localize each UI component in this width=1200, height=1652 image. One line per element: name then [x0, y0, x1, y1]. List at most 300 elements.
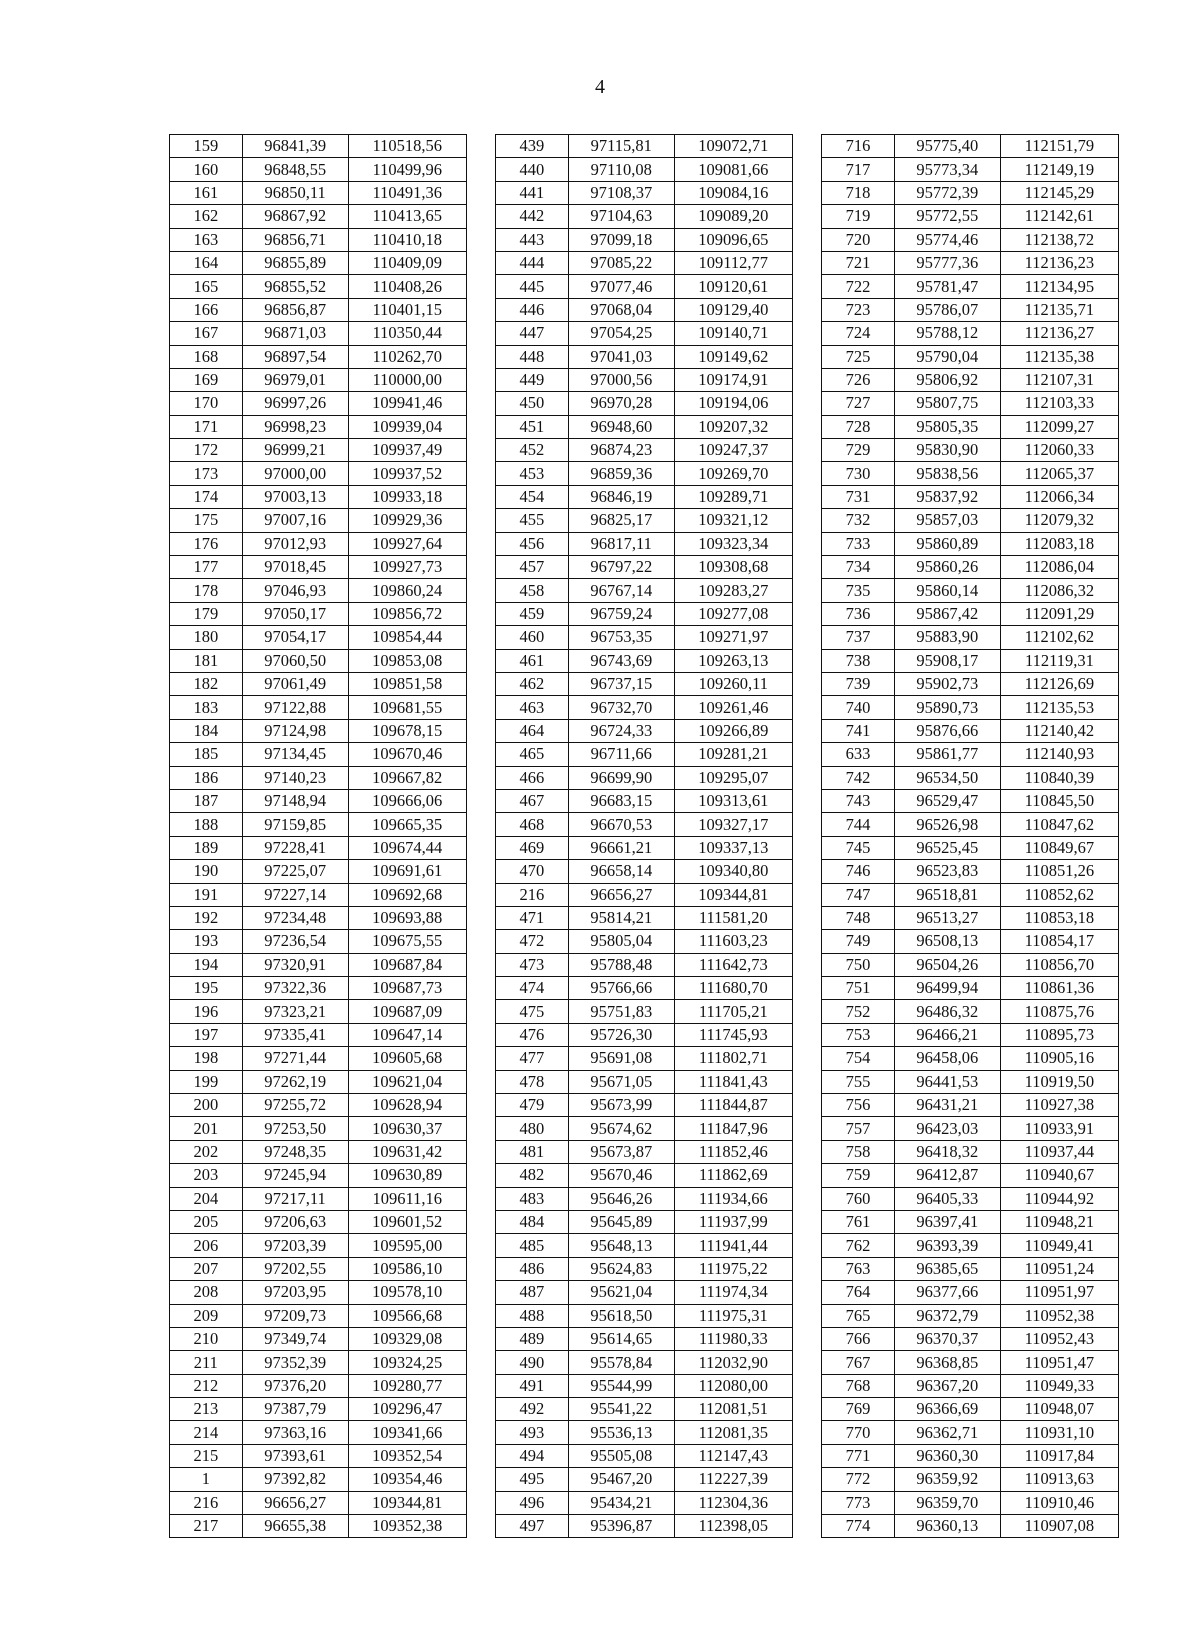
x-coordinate-cell: 97061,49 [242, 672, 348, 695]
x-coordinate-cell: 96856,71 [242, 228, 348, 251]
x-coordinate-cell: 95396,87 [568, 1515, 674, 1538]
table-row [170, 1117, 1119, 1140]
point-number-cell: 751 [822, 977, 895, 1000]
y-coordinate-cell: 109937,49 [348, 439, 466, 462]
y-coordinate-cell: 109687,09 [348, 1000, 466, 1023]
point-number-cell: 771 [822, 1444, 895, 1467]
y-coordinate-cell: 109933,18 [348, 485, 466, 508]
column-separator [466, 1234, 495, 1257]
table-row [170, 1281, 1119, 1304]
x-coordinate-cell: 96753,35 [568, 626, 674, 649]
column-separator [792, 251, 821, 274]
y-coordinate-cell: 109329,08 [348, 1327, 466, 1350]
point-number-cell: 761 [822, 1210, 895, 1233]
point-number-cell: 443 [496, 228, 569, 251]
column-separator [466, 1140, 495, 1163]
y-coordinate-cell: 109854,44 [348, 626, 466, 649]
point-number-cell: 186 [170, 766, 243, 789]
table-row [170, 1327, 1119, 1350]
point-number-cell: 722 [822, 275, 895, 298]
point-number-cell: 774 [822, 1515, 895, 1538]
table-row [170, 649, 1119, 672]
x-coordinate-cell: 96368,85 [894, 1351, 1000, 1374]
column-separator [466, 1094, 495, 1117]
point-number-cell: 208 [170, 1281, 243, 1304]
x-coordinate-cell: 96526,98 [894, 813, 1000, 836]
table-row [170, 345, 1119, 368]
y-coordinate-cell: 110948,07 [1000, 1398, 1118, 1421]
column-separator [466, 1210, 495, 1233]
table-row [170, 415, 1119, 438]
point-number-cell: 728 [822, 415, 895, 438]
column-separator [792, 1281, 821, 1304]
point-number-cell: 175 [170, 509, 243, 532]
x-coordinate-cell: 95751,83 [568, 1000, 674, 1023]
table-row [170, 813, 1119, 836]
x-coordinate-cell: 97376,20 [242, 1374, 348, 1397]
point-number-cell: 192 [170, 906, 243, 929]
x-coordinate-cell: 97041,03 [568, 345, 674, 368]
point-number-cell: 180 [170, 626, 243, 649]
point-number-cell: 765 [822, 1304, 895, 1327]
y-coordinate-cell: 109647,14 [348, 1023, 466, 1046]
y-coordinate-cell: 109601,52 [348, 1210, 466, 1233]
y-coordinate-cell: 109327,17 [674, 813, 792, 836]
x-coordinate-cell: 96683,15 [568, 789, 674, 812]
point-number-cell: 772 [822, 1468, 895, 1491]
y-coordinate-cell: 112136,23 [1000, 251, 1118, 274]
x-coordinate-cell: 97202,55 [242, 1257, 348, 1280]
point-number-cell: 167 [170, 322, 243, 345]
table-row [170, 883, 1119, 906]
table-row [170, 719, 1119, 742]
point-number-cell: 191 [170, 883, 243, 906]
point-number-cell: 460 [496, 626, 569, 649]
point-number-cell: 740 [822, 696, 895, 719]
y-coordinate-cell: 112083,18 [1000, 532, 1118, 555]
x-coordinate-cell: 96724,33 [568, 719, 674, 742]
column-separator [466, 1444, 495, 1467]
x-coordinate-cell: 97225,07 [242, 860, 348, 883]
x-coordinate-cell: 97349,74 [242, 1327, 348, 1350]
y-coordinate-cell: 110409,09 [348, 251, 466, 274]
x-coordinate-cell: 97234,48 [242, 906, 348, 929]
y-coordinate-cell: 111841,43 [674, 1070, 792, 1093]
table-row [170, 860, 1119, 883]
x-coordinate-cell: 97236,54 [242, 930, 348, 953]
point-number-cell: 479 [496, 1094, 569, 1117]
y-coordinate-cell: 109295,07 [674, 766, 792, 789]
x-coordinate-cell: 97228,41 [242, 836, 348, 859]
y-coordinate-cell: 112304,36 [674, 1491, 792, 1514]
point-number-cell: 202 [170, 1140, 243, 1163]
column-separator [792, 1444, 821, 1467]
table-row [170, 135, 1119, 158]
x-coordinate-cell: 96859,36 [568, 462, 674, 485]
column-separator [792, 1257, 821, 1280]
point-number-cell: 201 [170, 1117, 243, 1140]
x-coordinate-cell: 95814,21 [568, 906, 674, 929]
table-row [170, 836, 1119, 859]
column-separator [792, 953, 821, 976]
column-separator [792, 1515, 821, 1538]
table-row [170, 1515, 1119, 1538]
point-number-cell: 174 [170, 485, 243, 508]
x-coordinate-cell: 96523,83 [894, 860, 1000, 883]
table-row [170, 1047, 1119, 1070]
x-coordinate-cell: 97110,08 [568, 158, 674, 181]
column-separator [466, 1515, 495, 1538]
table-row [170, 930, 1119, 953]
point-number-cell: 442 [496, 205, 569, 228]
x-coordinate-cell: 95781,47 [894, 275, 1000, 298]
page-number: 4 [595, 76, 605, 98]
x-coordinate-cell: 96458,06 [894, 1047, 1000, 1070]
table-row [170, 1374, 1119, 1397]
point-number-cell: 746 [822, 860, 895, 883]
y-coordinate-cell: 111844,87 [674, 1094, 792, 1117]
column-separator [792, 462, 821, 485]
point-number-cell: 764 [822, 1281, 895, 1304]
point-number-cell: 178 [170, 579, 243, 602]
point-number-cell: 760 [822, 1187, 895, 1210]
x-coordinate-cell: 97085,22 [568, 251, 674, 274]
y-coordinate-cell: 109140,71 [674, 322, 792, 345]
x-coordinate-cell: 97217,11 [242, 1187, 348, 1210]
y-coordinate-cell: 112099,27 [1000, 415, 1118, 438]
point-number-cell: 719 [822, 205, 895, 228]
point-number-cell: 470 [496, 860, 569, 883]
y-coordinate-cell: 111941,44 [674, 1234, 792, 1257]
point-number-cell: 462 [496, 672, 569, 695]
column-separator [466, 1023, 495, 1046]
x-coordinate-cell: 96897,54 [242, 345, 348, 368]
x-coordinate-cell: 96366,69 [894, 1398, 1000, 1421]
point-number-cell: 207 [170, 1257, 243, 1280]
y-coordinate-cell: 109667,82 [348, 766, 466, 789]
column-separator [466, 251, 495, 274]
y-coordinate-cell: 110401,15 [348, 298, 466, 321]
x-coordinate-cell: 96743,69 [568, 649, 674, 672]
y-coordinate-cell: 109072,71 [674, 135, 792, 158]
point-number-cell: 716 [822, 135, 895, 158]
column-separator [466, 906, 495, 929]
y-coordinate-cell: 109578,10 [348, 1281, 466, 1304]
table-row [170, 1257, 1119, 1280]
point-number-cell: 465 [496, 743, 569, 766]
y-coordinate-cell: 109927,64 [348, 532, 466, 555]
x-coordinate-cell: 95541,22 [568, 1398, 674, 1421]
y-coordinate-cell: 109929,36 [348, 509, 466, 532]
y-coordinate-cell: 110949,41 [1000, 1234, 1118, 1257]
point-number-cell: 445 [496, 275, 569, 298]
column-separator [466, 1351, 495, 1374]
point-number-cell: 179 [170, 602, 243, 625]
point-number-cell: 484 [496, 1210, 569, 1233]
y-coordinate-cell: 109308,68 [674, 556, 792, 579]
x-coordinate-cell: 95838,56 [894, 462, 1000, 485]
point-number-cell: 197 [170, 1023, 243, 1046]
x-coordinate-cell: 96362,71 [894, 1421, 1000, 1444]
table-row [170, 298, 1119, 321]
point-number-cell: 739 [822, 672, 895, 695]
x-coordinate-cell: 97007,16 [242, 509, 348, 532]
table-row [170, 1023, 1119, 1046]
point-number-cell: 450 [496, 392, 569, 415]
x-coordinate-cell: 96732,70 [568, 696, 674, 719]
point-number-cell: 723 [822, 298, 895, 321]
y-coordinate-cell: 109281,21 [674, 743, 792, 766]
x-coordinate-cell: 97352,39 [242, 1351, 348, 1374]
table-row [170, 743, 1119, 766]
x-coordinate-cell: 96367,20 [894, 1374, 1000, 1397]
x-coordinate-cell: 95673,99 [568, 1094, 674, 1117]
x-coordinate-cell: 96486,32 [894, 1000, 1000, 1023]
x-coordinate-cell: 96999,21 [242, 439, 348, 462]
point-number-cell: 446 [496, 298, 569, 321]
column-separator [466, 298, 495, 321]
x-coordinate-cell: 96656,27 [242, 1491, 348, 1514]
point-number-cell: 448 [496, 345, 569, 368]
point-number-cell: 727 [822, 392, 895, 415]
point-number-cell: 198 [170, 1047, 243, 1070]
y-coordinate-cell: 111705,21 [674, 1000, 792, 1023]
y-coordinate-cell: 112091,29 [1000, 602, 1118, 625]
x-coordinate-cell: 97320,91 [242, 953, 348, 976]
y-coordinate-cell: 111974,34 [674, 1281, 792, 1304]
x-coordinate-cell: 95434,21 [568, 1491, 674, 1514]
point-number-cell: 206 [170, 1234, 243, 1257]
y-coordinate-cell: 109194,06 [674, 392, 792, 415]
y-coordinate-cell: 112032,90 [674, 1351, 792, 1374]
point-number-cell: 756 [822, 1094, 895, 1117]
y-coordinate-cell: 110951,47 [1000, 1351, 1118, 1374]
y-coordinate-cell: 109260,11 [674, 672, 792, 695]
point-number-cell: 217 [170, 1515, 243, 1538]
x-coordinate-cell: 96841,39 [242, 135, 348, 158]
column-separator [466, 1117, 495, 1140]
column-separator [466, 135, 495, 158]
point-number-cell: 449 [496, 368, 569, 391]
x-coordinate-cell: 95860,14 [894, 579, 1000, 602]
column-separator [466, 439, 495, 462]
x-coordinate-cell: 97209,73 [242, 1304, 348, 1327]
y-coordinate-cell: 112135,53 [1000, 696, 1118, 719]
y-coordinate-cell: 109665,35 [348, 813, 466, 836]
point-number-cell: 747 [822, 883, 895, 906]
column-separator [792, 1023, 821, 1046]
point-number-cell: 717 [822, 158, 895, 181]
table-row [170, 556, 1119, 579]
point-number-cell: 486 [496, 1257, 569, 1280]
y-coordinate-cell: 109853,08 [348, 649, 466, 672]
column-separator [466, 672, 495, 695]
x-coordinate-cell: 97203,95 [242, 1281, 348, 1304]
point-number-cell: 190 [170, 860, 243, 883]
x-coordinate-cell: 96825,17 [568, 509, 674, 532]
y-coordinate-cell: 112066,34 [1000, 485, 1118, 508]
table-row [170, 672, 1119, 695]
point-number-cell: 476 [496, 1023, 569, 1046]
x-coordinate-cell: 96767,14 [568, 579, 674, 602]
x-coordinate-cell: 97068,04 [568, 298, 674, 321]
y-coordinate-cell: 111603,23 [674, 930, 792, 953]
point-number-cell: 755 [822, 1070, 895, 1093]
x-coordinate-cell: 97000,00 [242, 462, 348, 485]
point-number-cell: 741 [822, 719, 895, 742]
point-number-cell: 725 [822, 345, 895, 368]
table-row [170, 1421, 1119, 1444]
table-row [170, 368, 1119, 391]
point-number-cell: 441 [496, 181, 569, 204]
point-number-cell: 452 [496, 439, 569, 462]
y-coordinate-cell: 109630,37 [348, 1117, 466, 1140]
column-separator [792, 228, 821, 251]
column-separator [466, 930, 495, 953]
x-coordinate-cell: 97000,56 [568, 368, 674, 391]
y-coordinate-cell: 109340,80 [674, 860, 792, 883]
y-coordinate-cell: 110851,26 [1000, 860, 1118, 883]
x-coordinate-cell: 96412,87 [894, 1164, 1000, 1187]
column-separator [792, 883, 821, 906]
column-separator [792, 485, 821, 508]
x-coordinate-cell: 95646,26 [568, 1187, 674, 1210]
column-separator [466, 883, 495, 906]
x-coordinate-cell: 96534,50 [894, 766, 1000, 789]
x-coordinate-cell: 97262,19 [242, 1070, 348, 1093]
y-coordinate-cell: 109266,89 [674, 719, 792, 742]
y-coordinate-cell: 110952,38 [1000, 1304, 1118, 1327]
x-coordinate-cell: 97206,63 [242, 1210, 348, 1233]
x-coordinate-cell: 95726,30 [568, 1023, 674, 1046]
point-number-cell: 454 [496, 485, 569, 508]
y-coordinate-cell: 109674,44 [348, 836, 466, 859]
point-number-cell: 494 [496, 1444, 569, 1467]
x-coordinate-cell: 96360,30 [894, 1444, 1000, 1467]
point-number-cell: 183 [170, 696, 243, 719]
point-number-cell: 633 [822, 743, 895, 766]
point-number-cell: 481 [496, 1140, 569, 1163]
table-row [170, 205, 1119, 228]
x-coordinate-cell: 97227,14 [242, 883, 348, 906]
y-coordinate-cell: 109207,32 [674, 415, 792, 438]
x-coordinate-cell: 96370,37 [894, 1327, 1000, 1350]
y-coordinate-cell: 111680,70 [674, 977, 792, 1000]
point-number-cell: 496 [496, 1491, 569, 1514]
point-number-cell: 493 [496, 1421, 569, 1444]
point-number-cell: 732 [822, 509, 895, 532]
y-coordinate-cell: 109283,27 [674, 579, 792, 602]
y-coordinate-cell: 111975,31 [674, 1304, 792, 1327]
x-coordinate-cell: 95883,90 [894, 626, 1000, 649]
x-coordinate-cell: 96871,03 [242, 322, 348, 345]
point-number-cell: 164 [170, 251, 243, 274]
point-number-cell: 759 [822, 1164, 895, 1187]
column-separator [466, 509, 495, 532]
point-number-cell: 455 [496, 509, 569, 532]
y-coordinate-cell: 109354,46 [348, 1468, 466, 1491]
y-coordinate-cell: 109277,08 [674, 602, 792, 625]
y-coordinate-cell: 110907,08 [1000, 1515, 1118, 1538]
y-coordinate-cell: 110410,18 [348, 228, 466, 251]
y-coordinate-cell: 112142,61 [1000, 205, 1118, 228]
column-separator [466, 1304, 495, 1327]
column-separator [792, 1421, 821, 1444]
y-coordinate-cell: 111934,66 [674, 1187, 792, 1210]
point-number-cell: 757 [822, 1117, 895, 1140]
y-coordinate-cell: 112145,29 [1000, 181, 1118, 204]
table-row [170, 1304, 1119, 1327]
y-coordinate-cell: 109856,72 [348, 602, 466, 625]
x-coordinate-cell: 96737,15 [568, 672, 674, 695]
point-number-cell: 213 [170, 1398, 243, 1421]
y-coordinate-cell: 109337,13 [674, 836, 792, 859]
x-coordinate-cell: 96529,47 [894, 789, 1000, 812]
point-number-cell: 160 [170, 158, 243, 181]
y-coordinate-cell: 112119,31 [1000, 649, 1118, 672]
column-separator [466, 626, 495, 649]
x-coordinate-cell: 96874,23 [568, 439, 674, 462]
x-coordinate-cell: 95670,46 [568, 1164, 674, 1187]
point-number-cell: 735 [822, 579, 895, 602]
y-coordinate-cell: 109174,91 [674, 368, 792, 391]
y-coordinate-cell: 109678,15 [348, 719, 466, 742]
y-coordinate-cell: 110491,36 [348, 181, 466, 204]
column-separator [792, 345, 821, 368]
point-number-cell: 200 [170, 1094, 243, 1117]
point-number-cell: 466 [496, 766, 569, 789]
x-coordinate-cell: 96359,70 [894, 1491, 1000, 1514]
column-separator [466, 205, 495, 228]
point-number-cell: 185 [170, 743, 243, 766]
x-coordinate-cell: 96655,38 [242, 1515, 348, 1538]
y-coordinate-cell: 112398,05 [674, 1515, 792, 1538]
point-number-cell: 743 [822, 789, 895, 812]
y-coordinate-cell: 111852,46 [674, 1140, 792, 1163]
point-number-cell: 482 [496, 1164, 569, 1187]
x-coordinate-cell: 97393,61 [242, 1444, 348, 1467]
table-row [170, 1351, 1119, 1374]
x-coordinate-cell: 95536,13 [568, 1421, 674, 1444]
y-coordinate-cell: 109851,58 [348, 672, 466, 695]
x-coordinate-cell: 95890,73 [894, 696, 1000, 719]
point-number-cell: 162 [170, 205, 243, 228]
y-coordinate-cell: 110499,96 [348, 158, 466, 181]
table-row [170, 1234, 1119, 1257]
y-coordinate-cell: 109280,77 [348, 1374, 466, 1397]
y-coordinate-cell: 110875,76 [1000, 1000, 1118, 1023]
y-coordinate-cell: 111642,73 [674, 953, 792, 976]
column-separator [792, 1164, 821, 1187]
point-number-cell: 721 [822, 251, 895, 274]
point-number-cell: 770 [822, 1421, 895, 1444]
y-coordinate-cell: 109313,61 [674, 789, 792, 812]
x-coordinate-cell: 96525,45 [894, 836, 1000, 859]
column-separator [792, 439, 821, 462]
x-coordinate-cell: 95467,20 [568, 1468, 674, 1491]
table-row [170, 602, 1119, 625]
point-number-cell: 194 [170, 953, 243, 976]
column-separator [792, 509, 821, 532]
y-coordinate-cell: 112149,19 [1000, 158, 1118, 181]
x-coordinate-cell: 97115,81 [568, 135, 674, 158]
point-number-cell: 204 [170, 1187, 243, 1210]
x-coordinate-cell: 96499,94 [894, 977, 1000, 1000]
point-number-cell: 768 [822, 1374, 895, 1397]
x-coordinate-cell: 97124,98 [242, 719, 348, 742]
x-coordinate-cell: 95788,12 [894, 322, 1000, 345]
column-separator [792, 1070, 821, 1093]
